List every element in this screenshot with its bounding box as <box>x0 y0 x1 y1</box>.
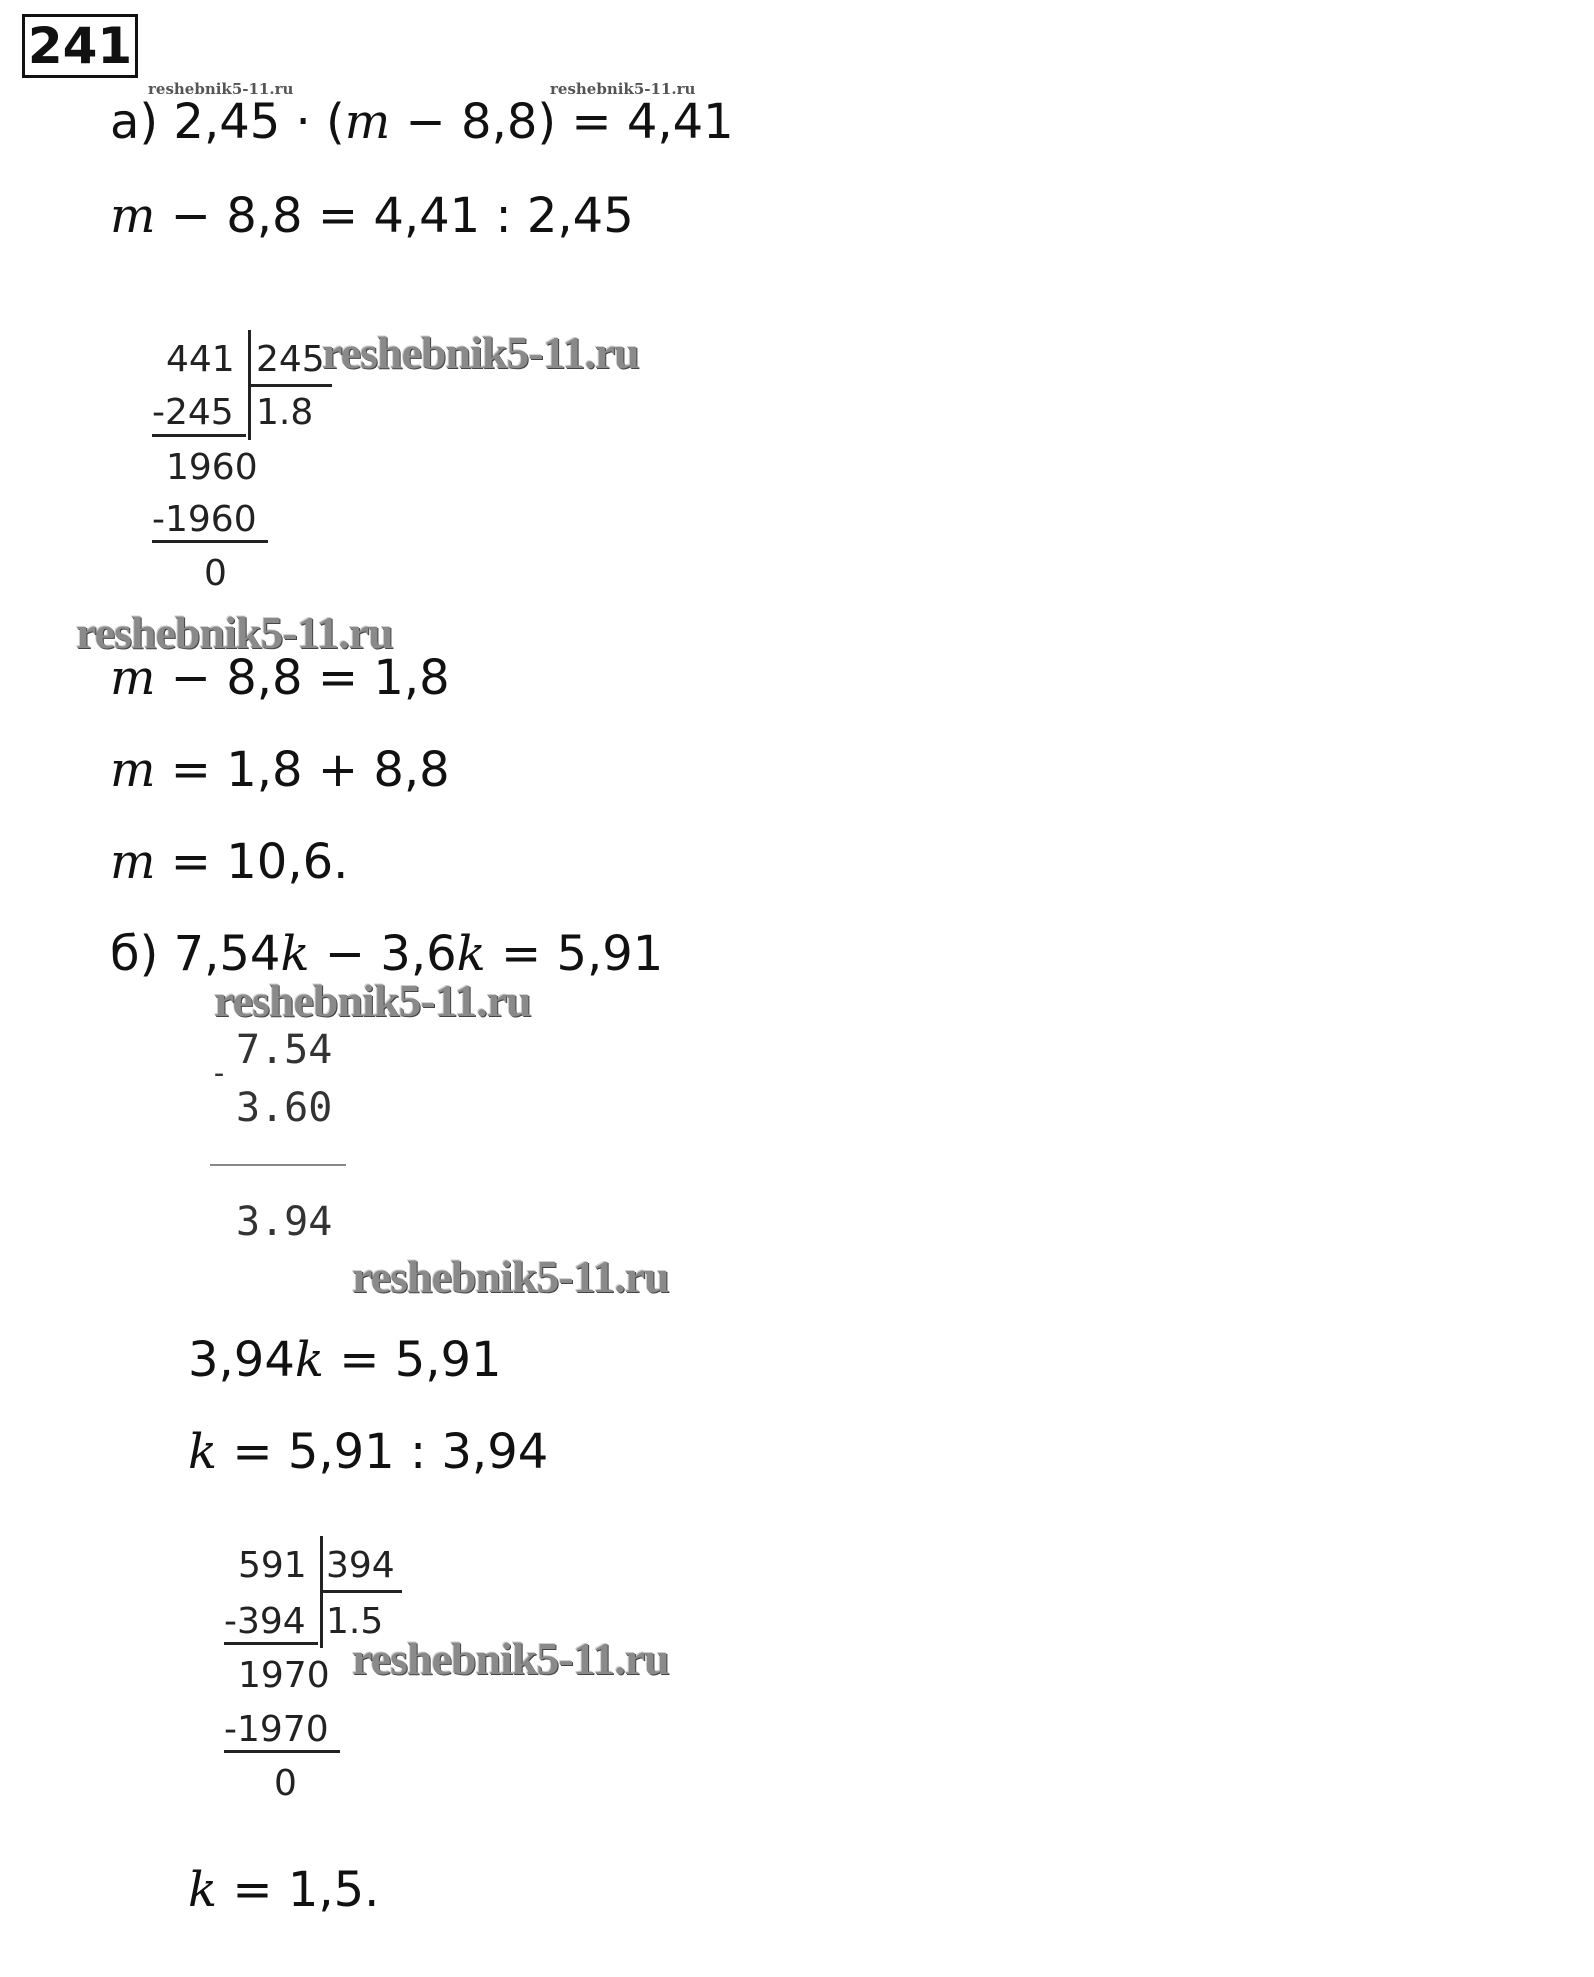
division-b-sub1: -394 <box>224 1601 306 1642</box>
division-b-rem2: 0 <box>274 1763 297 1804</box>
division-b-underline-1 <box>224 1642 318 1645</box>
part-b-equation-3: k = 5,91 : 3,94 <box>188 1424 549 1480</box>
division-a-divisor: 245 <box>256 339 325 380</box>
subtraction-minus-sign: - <box>210 1056 229 1091</box>
watermark-2: reshebnik5-11.ru <box>76 607 393 658</box>
division-a-sub2: -1960 <box>152 499 257 540</box>
task-number-box <box>22 14 138 78</box>
division-a-quotient-bar <box>250 384 332 387</box>
division-b-quotient-bar <box>322 1590 402 1593</box>
subtraction-result: 3.94 <box>236 1199 333 1245</box>
division-a-rem1: 1960 <box>166 447 258 488</box>
division-b-rem1: 1970 <box>238 1655 330 1696</box>
division-a-rem2: 0 <box>204 553 227 594</box>
task-number: 241 <box>27 17 133 75</box>
division-a-sub1: -245 <box>152 392 234 433</box>
subtraction-line <box>210 1164 346 1166</box>
subtraction-subtrahend: 3.60 <box>236 1085 333 1131</box>
part-b-equation-1: б) 7,54k − 3,6k = 5,91 <box>110 926 664 982</box>
part-a-equation-3: m − 8,8 = 1,8 <box>110 650 450 706</box>
part-a-equation-4: m = 1,8 + 8,8 <box>110 742 450 798</box>
division-b-underline-2 <box>224 1750 340 1753</box>
watermark-small-2: reshebnik5-11.ru <box>550 80 696 98</box>
watermark-4: reshebnik5-11.ru <box>352 1251 669 1302</box>
watermark-3: reshebnik5-11.ru <box>214 975 531 1026</box>
division-a-underline-2 <box>152 540 268 543</box>
division-b-divisor: 394 <box>326 1545 395 1586</box>
watermark-5: reshebnik5-11.ru <box>352 1633 669 1684</box>
subtraction-minuend: 7.54 <box>236 1027 333 1073</box>
part-b-equation-2: 3,94k = 5,91 <box>188 1332 502 1388</box>
division-b-quotient: 1.5 <box>326 1601 384 1642</box>
part-a-equation-2: m − 8,8 = 4,41 : 2,45 <box>110 188 634 244</box>
division-b-sub2: -1970 <box>224 1709 329 1750</box>
part-b-answer: k = 1,5. <box>188 1862 380 1918</box>
division-b-dividend: 591 <box>238 1545 307 1586</box>
part-a-answer: m = 10,6. <box>110 834 349 890</box>
watermark-1: reshebnik5-11.ru <box>322 327 639 378</box>
division-a-dividend: 441 <box>166 339 235 380</box>
division-a-underline-1 <box>152 434 246 437</box>
part-a-equation-1: а) 2,45 · (m − 8,8) = 4,41 <box>110 94 734 150</box>
watermark-small-1: reshebnik5-11.ru <box>148 80 294 98</box>
division-a-quotient: 1.8 <box>256 392 314 433</box>
